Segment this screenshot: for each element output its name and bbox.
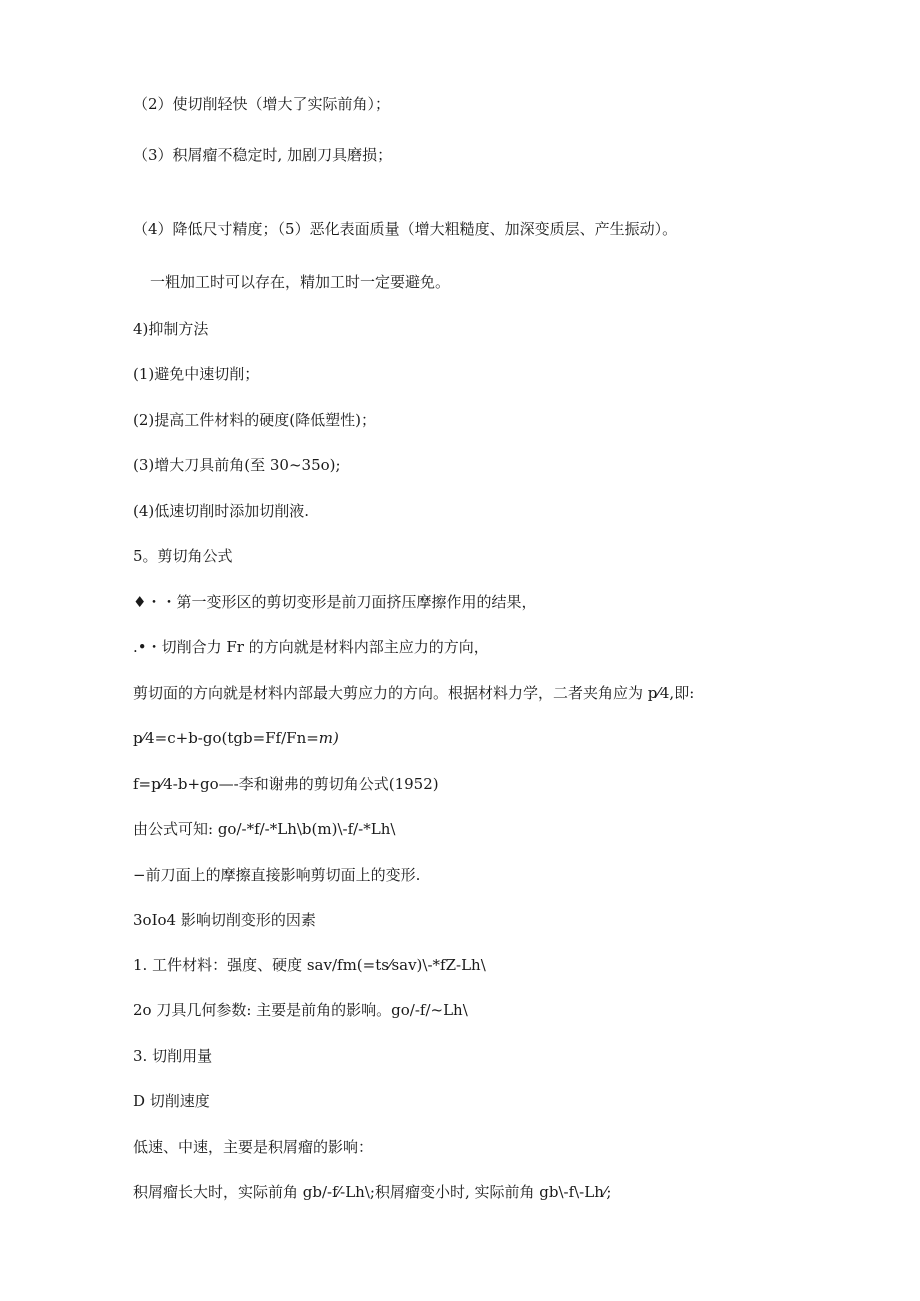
text-line-15: f=p⁄4-b+go—-李和谢弗的剪切角公式(1952) (133, 775, 439, 793)
text-line-9: (4)低速切削时添加切削液. (133, 502, 310, 520)
text-line-17: −前刀面上的摩擦直接影响剪切面上的变形. (133, 866, 421, 884)
formula-text: p⁄4=c+b-go(tgb=Ff/Fn= (133, 729, 319, 747)
text-line-24: 积屑瘤长大时，实际前角 gb/-f⁄-Lh\;积屑瘤变小时, 实际前角 gb\-f\-Lh⁄; (133, 1183, 612, 1201)
text-line-6: (1)避免中速切削； (133, 365, 260, 383)
text-line-12: .•・切削合力 Fr 的方向就是材料内部主应力的方向， (133, 638, 489, 656)
text-line-3: （4）降低尺寸精度；（5）恶化表面质量（增大粗糙度、加深变质层、产生振动）。 (133, 220, 678, 238)
text-line-16: 由公式可知: go/-*f/-*Lh\b(m)\-f/-*Lh\ (133, 820, 396, 838)
formula-italic-tail: m) (318, 729, 339, 747)
text-line-21: 3. 切削用量 (133, 1047, 213, 1065)
text-line-18: 3oIo4 影响切削变形的因素 (133, 911, 316, 929)
text-line-23: 低速、中速，主要是积屑瘤的影响： (133, 1138, 374, 1156)
text-line-2: （3）积屑瘤不稳定时, 加剧刀具磨损； (133, 146, 393, 164)
text-line-11: ♦・・第一变形区的剪切变形是前刀面挤压摩擦作用的结果， (133, 593, 537, 611)
text-line-10: 5。剪切角公式 (133, 547, 233, 565)
text-line-4: 一粗加工时可以存在，精加工时一定要避免。 (150, 273, 451, 291)
text-line-14 (133, 728, 339, 748)
text-line-8: (3)增大刀具前角(至 30~35o); (133, 456, 341, 474)
text-line-22: D 切削速度 (133, 1092, 210, 1110)
text-line-19: 1. 工件材料：强度、硬度 sav/fm(=ts⁄sav)\-*fZ-Lh\ (133, 956, 486, 974)
text-line-20: 2o 刀具几何参数: 主要是前角的影响。go/-f/~Lh\ (133, 1001, 468, 1019)
text-line-7: (2)提高工件材料的硬度(降低塑性)； (133, 411, 376, 429)
text-line-5: 4)抑制方法 (133, 320, 209, 338)
text-line-1: （2）使切削轻快（增大了实际前角）； (133, 95, 391, 113)
text-line-13: 剪切面的方向就是材料内部最大剪应力的方向。根据材料力学，二者夹角应为 p⁄4,即: (133, 684, 695, 702)
